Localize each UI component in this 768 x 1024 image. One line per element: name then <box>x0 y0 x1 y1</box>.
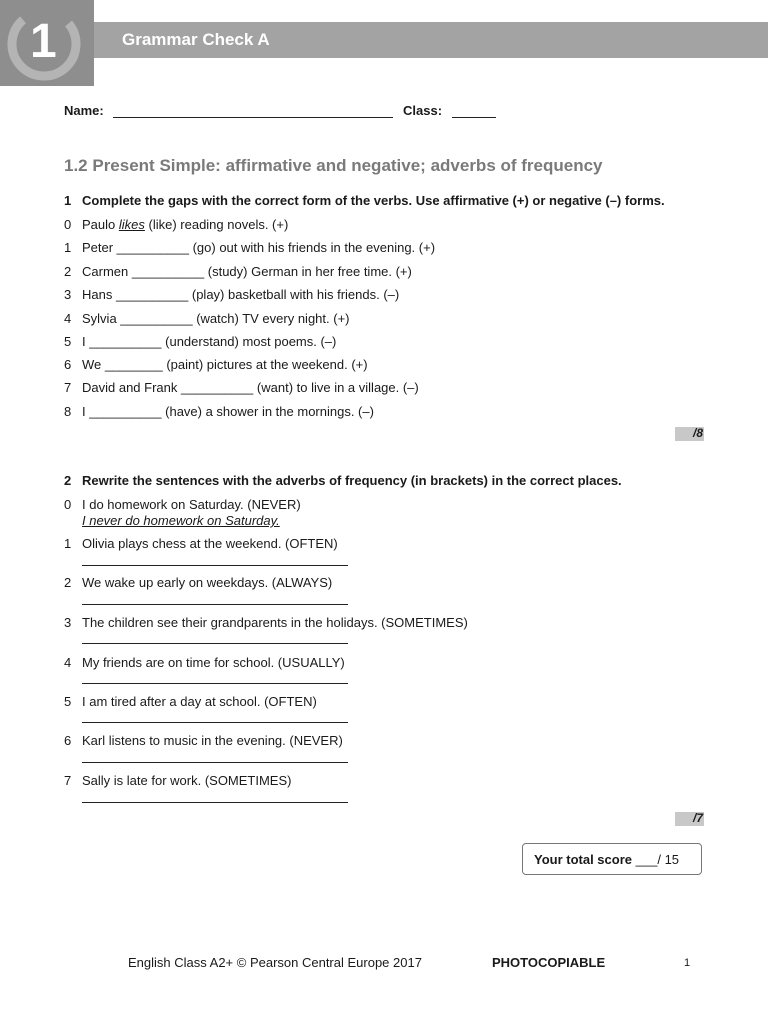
example-answer: I never do homework on Saturday. <box>82 513 280 528</box>
exercise2-item: 3 The children see their grandparents in the holidays. (SOMETIMES) <box>64 615 468 630</box>
exercise1-example: 0 Paulo likes (like) reading novels. (+) <box>64 217 289 232</box>
total-score-blank[interactable]: ___ <box>635 852 658 867</box>
section-title: 1.2 Present Simple: affirmative and negative; adverbs of frequency <box>64 156 603 175</box>
name-label: Name: <box>64 103 104 118</box>
header-bar <box>94 22 768 58</box>
footer-photocopiable: PHOTOCOPIABLE <box>492 955 606 970</box>
exercise1-item[interactable]: 6 We ________ (paint) pictures at the weekend. (+) <box>64 357 368 372</box>
name-class-row <box>64 103 496 118</box>
unit-number: 1 <box>30 15 57 68</box>
exercise1-score <box>675 427 704 441</box>
name-field[interactable] <box>113 105 393 118</box>
exercise2-item: 2 We wake up early on weekdays. (ALWAYS) <box>64 575 333 590</box>
total-score-box <box>522 843 702 875</box>
exercise2-score-label: /7 <box>692 811 703 825</box>
exercise1-item[interactable]: 5 I __________ (understand) most poems. (–) <box>64 334 337 349</box>
exercise2-item: 1 Olivia plays chess at the weekend. (OFTEN) <box>64 536 338 551</box>
exercise1-item[interactable]: 8 I __________ (have) a shower in the mornings. (–) <box>64 404 374 419</box>
footer-copyright: English Class A2+ © Pearson Central Europe 2017 <box>128 955 422 970</box>
page-number: 1 <box>684 957 691 969</box>
unit-badge <box>0 0 94 86</box>
total-score-label: Your total score <box>534 852 633 867</box>
exercise2-item: 6 Karl listens to music in the evening. (NEVER) <box>64 733 343 748</box>
exercise1-item[interactable]: 4 Sylvia __________ (watch) TV every night. (+) <box>64 311 350 326</box>
exercise2-instruction <box>64 473 622 488</box>
answer-line[interactable] <box>82 604 348 605</box>
exercise1-number: 1 <box>64 193 72 208</box>
exercise2-number: 2 <box>64 473 72 488</box>
answer-line[interactable] <box>82 683 348 684</box>
exercise1-item[interactable]: 1 Peter __________ (go) out with his friends in the evening. (+) <box>64 240 436 255</box>
answer-line[interactable] <box>82 565 348 566</box>
exercise1-instruction-text: Complete the gaps with the correct form of the verbs. Use affirmative (+) or negative (–) forms. <box>82 193 665 208</box>
example-answer: likes <box>118 217 145 232</box>
page-title: Grammar Check A <box>122 30 270 49</box>
exercise1-item[interactable]: 3 Hans __________ (play) basketball with his friends. (–) <box>64 287 400 302</box>
class-label: Class: <box>403 103 443 118</box>
answer-line[interactable] <box>82 802 348 803</box>
exercise2-score <box>675 812 704 826</box>
answer-line[interactable] <box>82 643 348 644</box>
answer-line[interactable] <box>82 722 348 723</box>
exercise1-item[interactable]: 7 David and Frank __________ (want) to live in a village. (–) <box>64 380 419 395</box>
exercise2-instruction-text: Rewrite the sentences with the adverbs of frequency (in brackets) in the correct places. <box>82 473 622 488</box>
total-score-max: / 15 <box>657 852 680 867</box>
exercise2-item: 5 I am tired after a day at school. (OFTEN) <box>64 694 317 709</box>
exercise2-example: 0 I do homework on Saturday. (NEVER) <box>64 497 301 512</box>
exercise1-score-label: /8 <box>692 426 703 440</box>
exercise1-item[interactable]: 2 Carmen __________ (study) German in her free time. (+) <box>64 264 412 279</box>
exercise1-instruction <box>64 193 665 208</box>
exercise2-item: 7 Sally is late for work. (SOMETIMES) <box>64 773 292 788</box>
exercise2-item: 4 My friends are on time for school. (USUALLY) <box>64 655 345 670</box>
class-field[interactable] <box>452 105 496 118</box>
answer-line[interactable] <box>82 762 348 763</box>
